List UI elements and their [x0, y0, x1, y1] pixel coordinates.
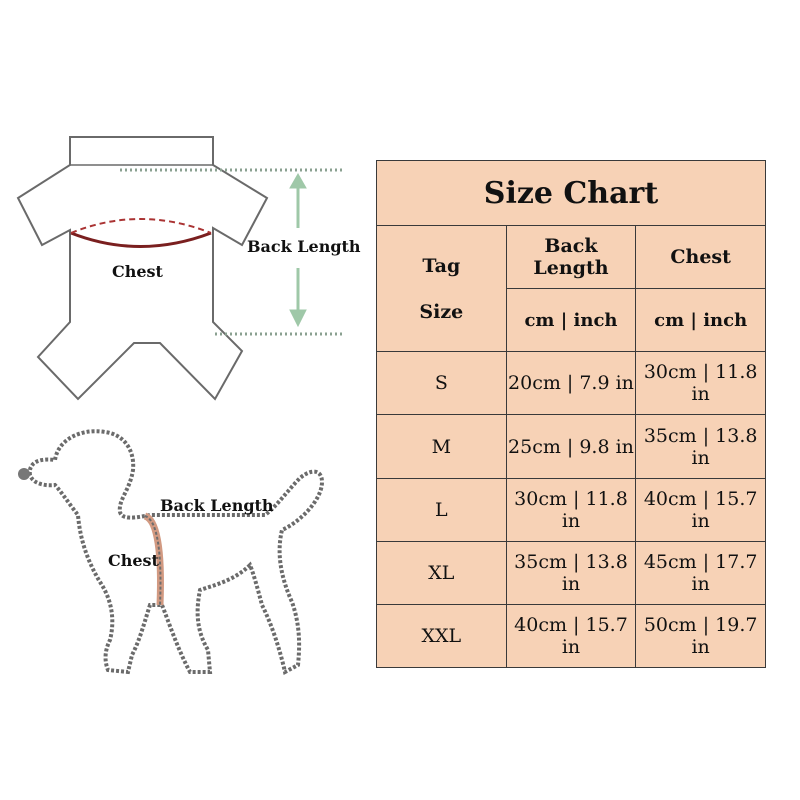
- size-chart-table: [376, 160, 766, 668]
- dog-chest-label: Chest: [108, 551, 159, 570]
- size-cell: L: [377, 478, 507, 541]
- shirt-illustration: [18, 137, 361, 399]
- back-length-cell: 40cm | 15.7 in: [506, 604, 636, 667]
- tag-size-header: [377, 226, 507, 352]
- size-cell: S: [377, 352, 507, 415]
- size-chart-title: Size Chart: [377, 161, 766, 226]
- back-length-cell: 30cm | 11.8 in: [506, 478, 636, 541]
- table-row: [377, 541, 766, 604]
- dog-back-length-label: Back Length: [160, 496, 274, 515]
- back-length-cell: 20cm | 7.9 in: [506, 352, 636, 415]
- table-row: [377, 604, 766, 667]
- back-length-cell: 25cm | 9.8 in: [506, 415, 636, 478]
- shirt-chest-label: Chest: [112, 262, 163, 281]
- table-row: [377, 415, 766, 478]
- chest-cell: 35cm | 13.8 in: [636, 415, 766, 478]
- shirt-back-length-label: Back Length: [247, 237, 361, 256]
- dog-nose: [18, 468, 30, 480]
- chest-cell: 50cm | 19.7 in: [636, 604, 766, 667]
- tag-label: Tag: [422, 254, 461, 277]
- dog-outline: [30, 431, 322, 672]
- chest-unit: cm | inch: [636, 289, 766, 352]
- back-length-header: Back Length: [506, 226, 636, 289]
- size-label: Size: [419, 300, 464, 323]
- size-cell: XXL: [377, 604, 507, 667]
- chest-header: Chest: [636, 226, 766, 289]
- chest-cell: 40cm | 15.7 in: [636, 478, 766, 541]
- chest-cell: 45cm | 17.7 in: [636, 541, 766, 604]
- dog-illustration: [18, 431, 322, 672]
- size-cell: M: [377, 415, 507, 478]
- size-cell: XL: [377, 541, 507, 604]
- back-length-unit: cm | inch: [506, 289, 636, 352]
- measurement-diagrams: [0, 0, 370, 800]
- table-row: [377, 478, 766, 541]
- chest-cell: 30cm | 11.8 in: [636, 352, 766, 415]
- table-row: [377, 352, 766, 415]
- back-length-cell: 35cm | 13.8 in: [506, 541, 636, 604]
